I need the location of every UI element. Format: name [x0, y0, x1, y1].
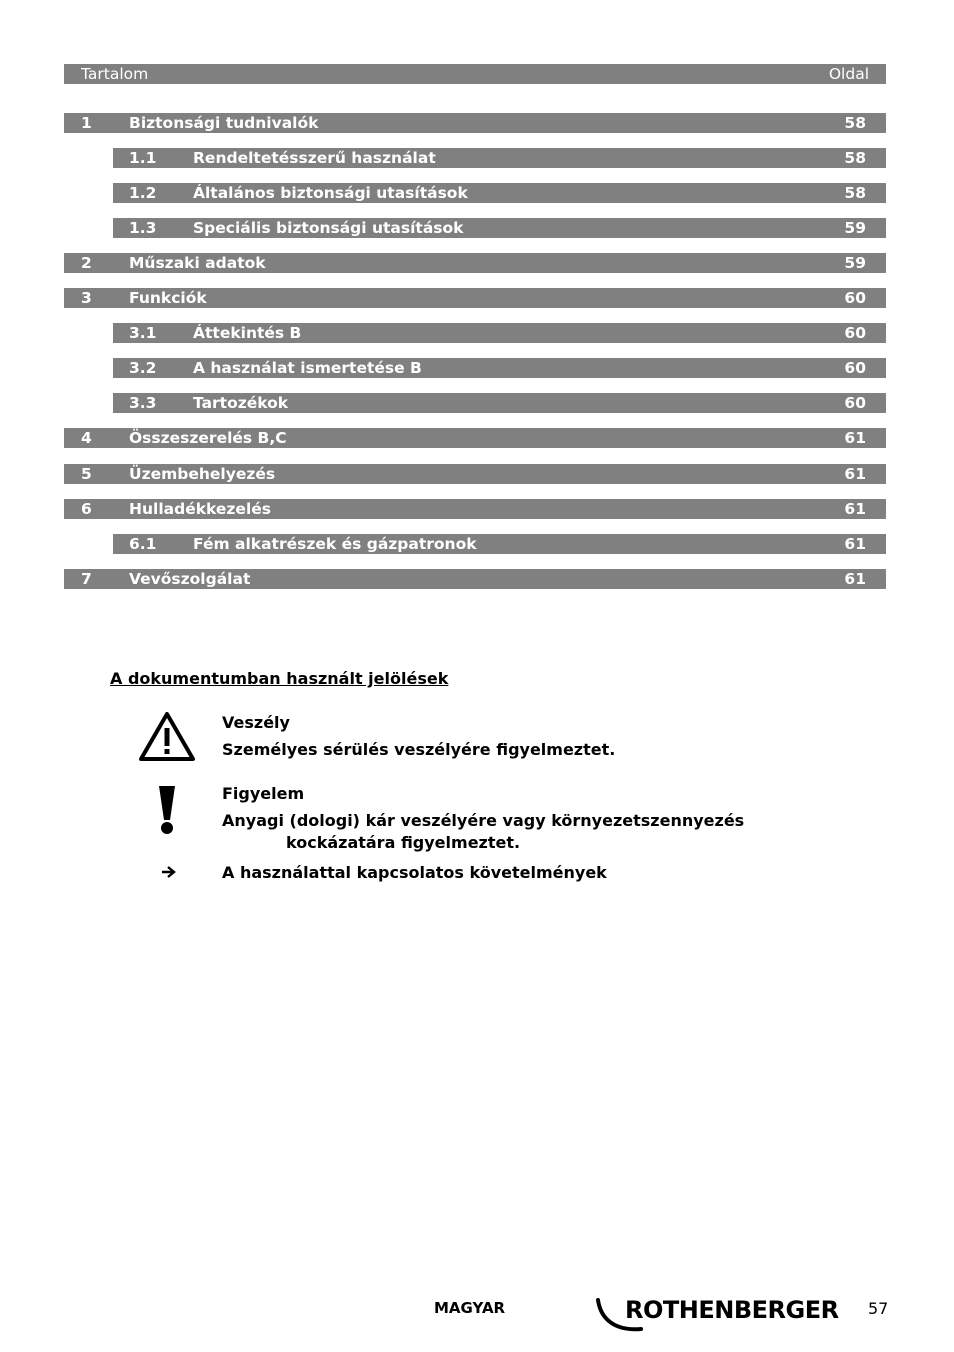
- page-number: 57: [868, 1299, 889, 1318]
- toc-entry-number: 3.3: [129, 394, 157, 412]
- brand-logo: [595, 1295, 839, 1333]
- toc-entry-1-2[interactable]: [113, 183, 886, 203]
- toc-entry-number: 1.1: [129, 149, 157, 167]
- danger-text: Személyes sérülés veszélyére figyelmeztet.: [222, 740, 616, 759]
- footer-language: MAGYAR: [434, 1299, 506, 1317]
- toc-entry-title: Általános biztonsági utasítások: [193, 184, 468, 202]
- brand-name: ROTHENBERGER: [625, 1296, 839, 1324]
- toc-entry-title: A használat ismertetése B: [193, 359, 422, 377]
- toc-entry-title: Összeszerelés B,C: [129, 429, 287, 447]
- toc-entry-1-3[interactable]: [113, 218, 886, 238]
- toc-entry-page: 61: [844, 500, 866, 518]
- toc-entry-number: 3.1: [129, 324, 157, 342]
- danger-label: Veszély: [222, 713, 290, 732]
- toc-entry-3-3[interactable]: [113, 393, 886, 413]
- toc-entry-page: 61: [844, 570, 866, 588]
- toc-entry-1-1[interactable]: [113, 148, 886, 168]
- requirement-text: A használattal kapcsolatos követelmények: [222, 863, 607, 882]
- toc-entry-4[interactable]: [64, 428, 886, 448]
- toc-entry-page: 60: [844, 394, 866, 412]
- toc-entry-title: Tartozékok: [193, 394, 289, 412]
- toc-entry-page: 58: [844, 184, 866, 202]
- attention-label: Figyelem: [222, 784, 305, 803]
- toc-entry-title: Hulladékkezelés: [129, 500, 271, 518]
- toc-entry-3-1[interactable]: [113, 323, 886, 343]
- toc-entry-6-1[interactable]: [113, 534, 886, 554]
- attention-text-line2: kockázatára figyelmeztet.: [286, 833, 521, 852]
- toc-entry-number: 1.3: [129, 219, 157, 237]
- toc-entry-page: 61: [844, 465, 866, 483]
- exclamation-icon: [155, 784, 179, 836]
- toc-entry-number: 1.2: [129, 184, 157, 202]
- toc-header-page: Oldal: [828, 65, 869, 83]
- toc-entry-3[interactable]: [64, 288, 886, 308]
- toc-entry-title: Műszaki adatok: [129, 254, 266, 272]
- toc-entry-page: 61: [844, 535, 866, 553]
- toc-entry-page: 59: [844, 219, 866, 237]
- warning-triangle-icon: [138, 710, 196, 762]
- toc-entry-number: 4: [81, 429, 92, 447]
- toc-entry-title: Vevőszolgálat: [129, 570, 251, 588]
- toc-header-title: Tartalom: [81, 65, 149, 83]
- toc-entry-title: Fém alkatrészek és gázpatronok: [193, 535, 477, 553]
- toc-entry-3-2[interactable]: [113, 358, 886, 378]
- toc-entry-page: 61: [844, 429, 866, 447]
- toc-entry-title: Funkciók: [129, 289, 207, 307]
- toc-entry-number: 3.2: [129, 359, 157, 377]
- toc-entry-2[interactable]: [64, 253, 886, 273]
- toc-entry-number: 6.1: [129, 535, 157, 553]
- toc-entry-number: 7: [81, 570, 92, 588]
- toc-entry-title: Áttekintés B: [193, 324, 302, 342]
- toc-entry-page: 60: [844, 324, 866, 342]
- toc-entry-7[interactable]: [64, 569, 886, 589]
- toc-entry-1[interactable]: [64, 113, 886, 133]
- toc-entry-number: 6: [81, 500, 92, 518]
- toc-entry-number: 2: [81, 254, 92, 272]
- toc-entry-number: 5: [81, 465, 92, 483]
- toc-entry-6[interactable]: [64, 499, 886, 519]
- toc-entry-page: 58: [844, 114, 866, 132]
- toc-entry-title: Üzembehelyezés: [129, 465, 276, 483]
- legend-title: A dokumentumban használt jelölések: [110, 669, 449, 688]
- toc-entry-page: 60: [844, 289, 866, 307]
- attention-text-line1: Anyagi (dologi) kár veszélyére vagy környezetszennyezés: [222, 811, 745, 830]
- toc-entry-number: 3: [81, 289, 92, 307]
- toc-entry-title: Speciális biztonsági utasítások: [193, 219, 464, 237]
- toc-entry-title: Rendeltetésszerű használat: [193, 149, 436, 167]
- toc-entry-title: Biztonsági tudnivalók: [129, 114, 319, 132]
- toc-header: [64, 64, 886, 84]
- toc-entry-page: 59: [844, 254, 866, 272]
- toc-entry-page: 58: [844, 149, 866, 167]
- toc-entry-5[interactable]: [64, 464, 886, 484]
- toc-entry-page: 60: [844, 359, 866, 377]
- toc-entry-number: 1: [81, 114, 92, 132]
- arrow-right-icon: [161, 864, 177, 880]
